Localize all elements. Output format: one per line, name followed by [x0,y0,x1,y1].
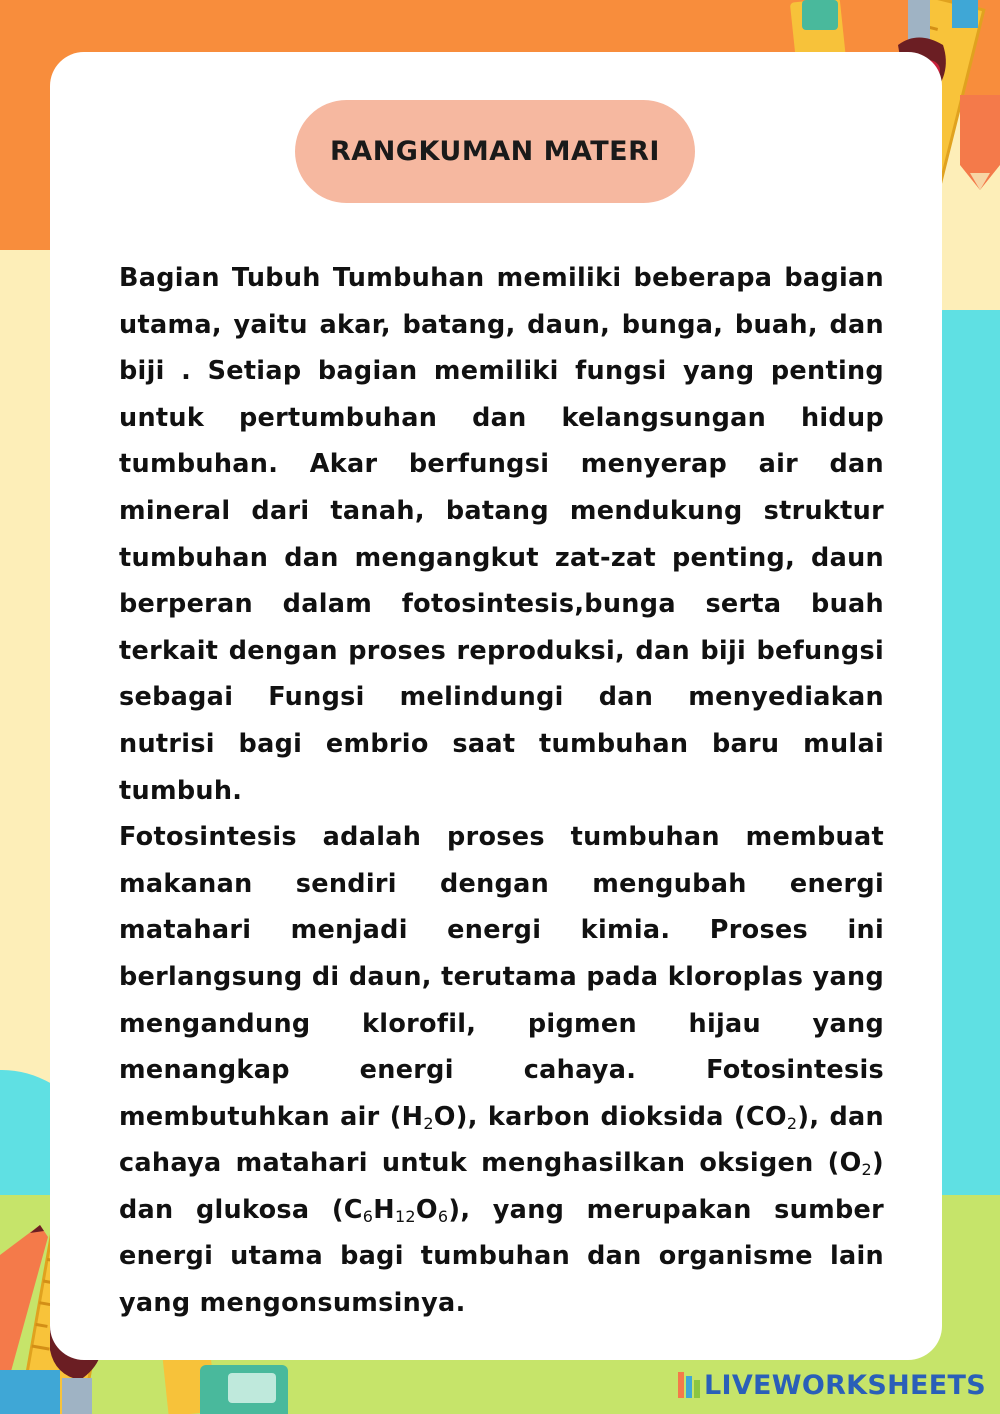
subscript: 6 [362,1206,374,1226]
subscript: 6 [437,1206,449,1226]
eraser-icon [200,1365,290,1414]
summary-body [119,255,884,1327]
text-segment: Fotosintesis adalah proses tumbuhan membuat makanan sendiri dengan mengubah energi matahari menjadi energi kimia. Proses ini berlangsung di daun, terutama pada kloroplas yang mengandung klorofil, pigmen hijau yang menangkap energi cahaya. Fotosintesis membutuhkan air (H [119,822,884,1132]
text-segment: ), yang merupakan sumber energi utama bagi tumbuhan dan organisme lain yang mengonsumsinya. [119,1194,884,1319]
text-segment: ), dan cahaya matahari untuk menghasilkan oksigen (O [119,1101,884,1179]
text-segment: H [373,1194,395,1225]
subscript: 2 [423,1113,434,1133]
ruler-icon [0,1370,70,1414]
paragraph-plant-parts: Bagian Tubuh Tumbuhan memiliki beberapa bagian utama, yaitu akar, batang, daun, bunga, buah, dan biji . Setiap bagian memiliki fungsi yang penting untuk pertumbuhan dan kelangsungan hidup tumbuhan. Akar berfungsi menyerap air dan mineral dari tanah, batang mendukung struktur tumbuhan dan mengangkut zat-zat penting, daun berperan dalam fotosintesis,bunga serta buah terkait dengan proses reproduksi, dan biji befungsi sebagai Fungsi melindungi dan menyediakan nutrisi bagi embrio saat tumbuhan baru mulai tumbuh. [119,263,884,806]
liveworksheets-logo-icon [678,1372,700,1398]
page-title: RANGKUMAN MATERI [330,136,660,167]
subscript: 2 [786,1113,798,1133]
subscript: 12 [394,1206,416,1226]
pencil-icon [940,95,1000,195]
paragraph-photosynthesis [119,814,884,1327]
text-segment: O [415,1194,438,1225]
liveworksheets-brand[interactable] [678,1370,986,1400]
title-pill [295,100,695,203]
text-segment: O), karbon dioksida (CO [433,1101,787,1132]
brand-name: LIVEWORKSHEETS [703,1369,986,1401]
subscript: 2 [861,1160,873,1180]
text-segment: ) dan glukosa (C [119,1148,884,1225]
